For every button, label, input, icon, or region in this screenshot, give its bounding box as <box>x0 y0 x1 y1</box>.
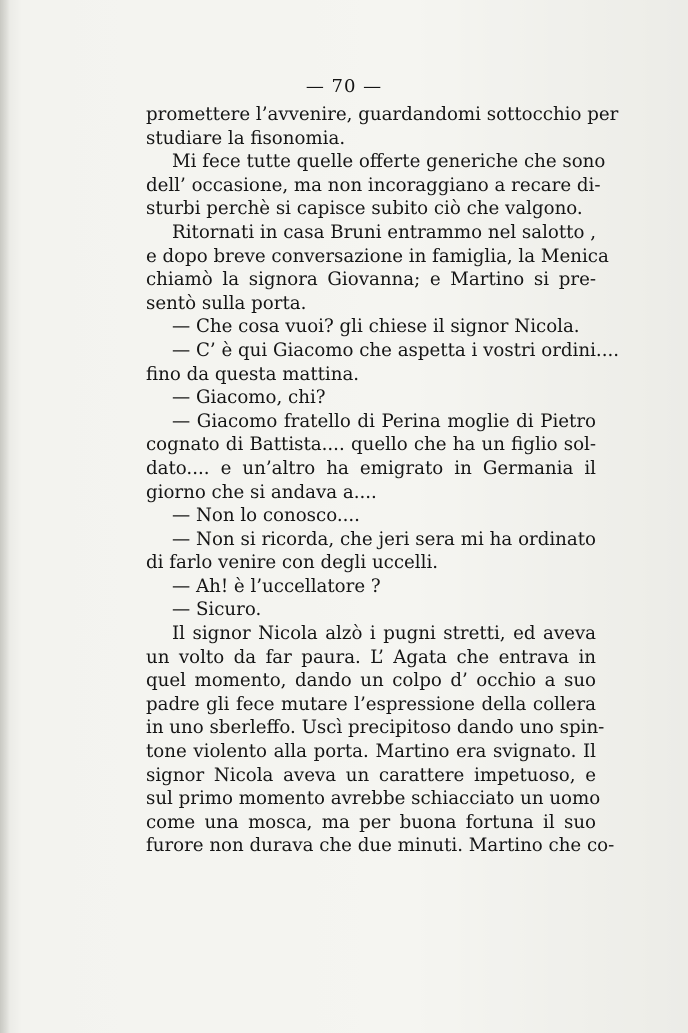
text-line: — Non si ricorda, che jeri sera mi ha ordinato <box>172 528 596 550</box>
text-line: giorno che si andava a.... <box>146 481 377 503</box>
text-line: tone violento alla porta. Martino era svignato. Il <box>146 741 596 763</box>
text-line: di farlo venire con degli uccelli. <box>146 552 439 574</box>
page-edge-shadow <box>0 0 10 1033</box>
text-line: Mi fece tutte quelle offerte generiche che sono <box>172 151 606 173</box>
text-line: chiamò la signora Giovanna; e Martino si pre- <box>146 269 596 291</box>
text-line: sturbi perchè si capisce subito ciò che valgono. <box>146 198 583 220</box>
text-line: — Non lo conosco.... <box>172 505 360 527</box>
text-line: come una mosca, ma per buona fortuna il suo <box>146 811 596 833</box>
text-line: Ritornati in casa Bruni entrammo nel salotto , <box>172 221 597 243</box>
text-line: padre gli fece mutare l’espressione della collera <box>146 693 596 715</box>
text-line: — C’ è qui Giacomo che aspetta i vostri ordini.... <box>172 339 620 361</box>
text-line: signor Nicola aveva un carattere impetuoso, e <box>146 764 596 786</box>
text-line: dato.... e un’altro ha emigrato in Germania il <box>146 457 596 479</box>
text-line: dell’ occasione, ma non incoraggiano a recare di- <box>146 174 601 196</box>
text-line: un volto da far paura. L’ Agata che entrava in <box>146 646 596 668</box>
text-line: sul primo momento avrebbe schiacciato un uomo <box>146 788 601 810</box>
text-line: in uno sberleffo. Uscì precipitoso dando uno spin- <box>146 717 605 739</box>
text-line: sentò sulla porta. <box>146 292 307 314</box>
text-line: furore non durava che due minuti. Martino che co- <box>146 835 615 857</box>
text-line: cognato di Battista.... quello che ha un figlio sol- <box>146 434 596 456</box>
text-line: — Sicuro. <box>172 599 262 621</box>
page-number: — 70 — <box>305 76 383 97</box>
text-line: — Giacomo, chi? <box>172 387 326 409</box>
text-line: studiare la fisonomia. <box>146 127 346 149</box>
text-line: promettere l’avvenire, guardandomi sottocchio per <box>146 104 619 125</box>
text-line: — Ah! è l’uccellatore ? <box>172 575 381 597</box>
text-line: quel momento, dando un colpo d’ occhio a suo <box>146 670 596 692</box>
text-line: fino da questa mattina. <box>146 363 360 385</box>
page-text-block <box>146 103 620 858</box>
text-line: e dopo breve conversazione in famiglia, la Menica <box>146 245 609 267</box>
text-line: Il signor Nicola alzò i pugni stretti, ed aveva <box>172 623 596 645</box>
text-line: — Che cosa vuoi? gli chiese il signor Nicola. <box>172 316 580 338</box>
text-line: — Giacomo fratello di Perina moglie di Pietro <box>172 410 596 432</box>
